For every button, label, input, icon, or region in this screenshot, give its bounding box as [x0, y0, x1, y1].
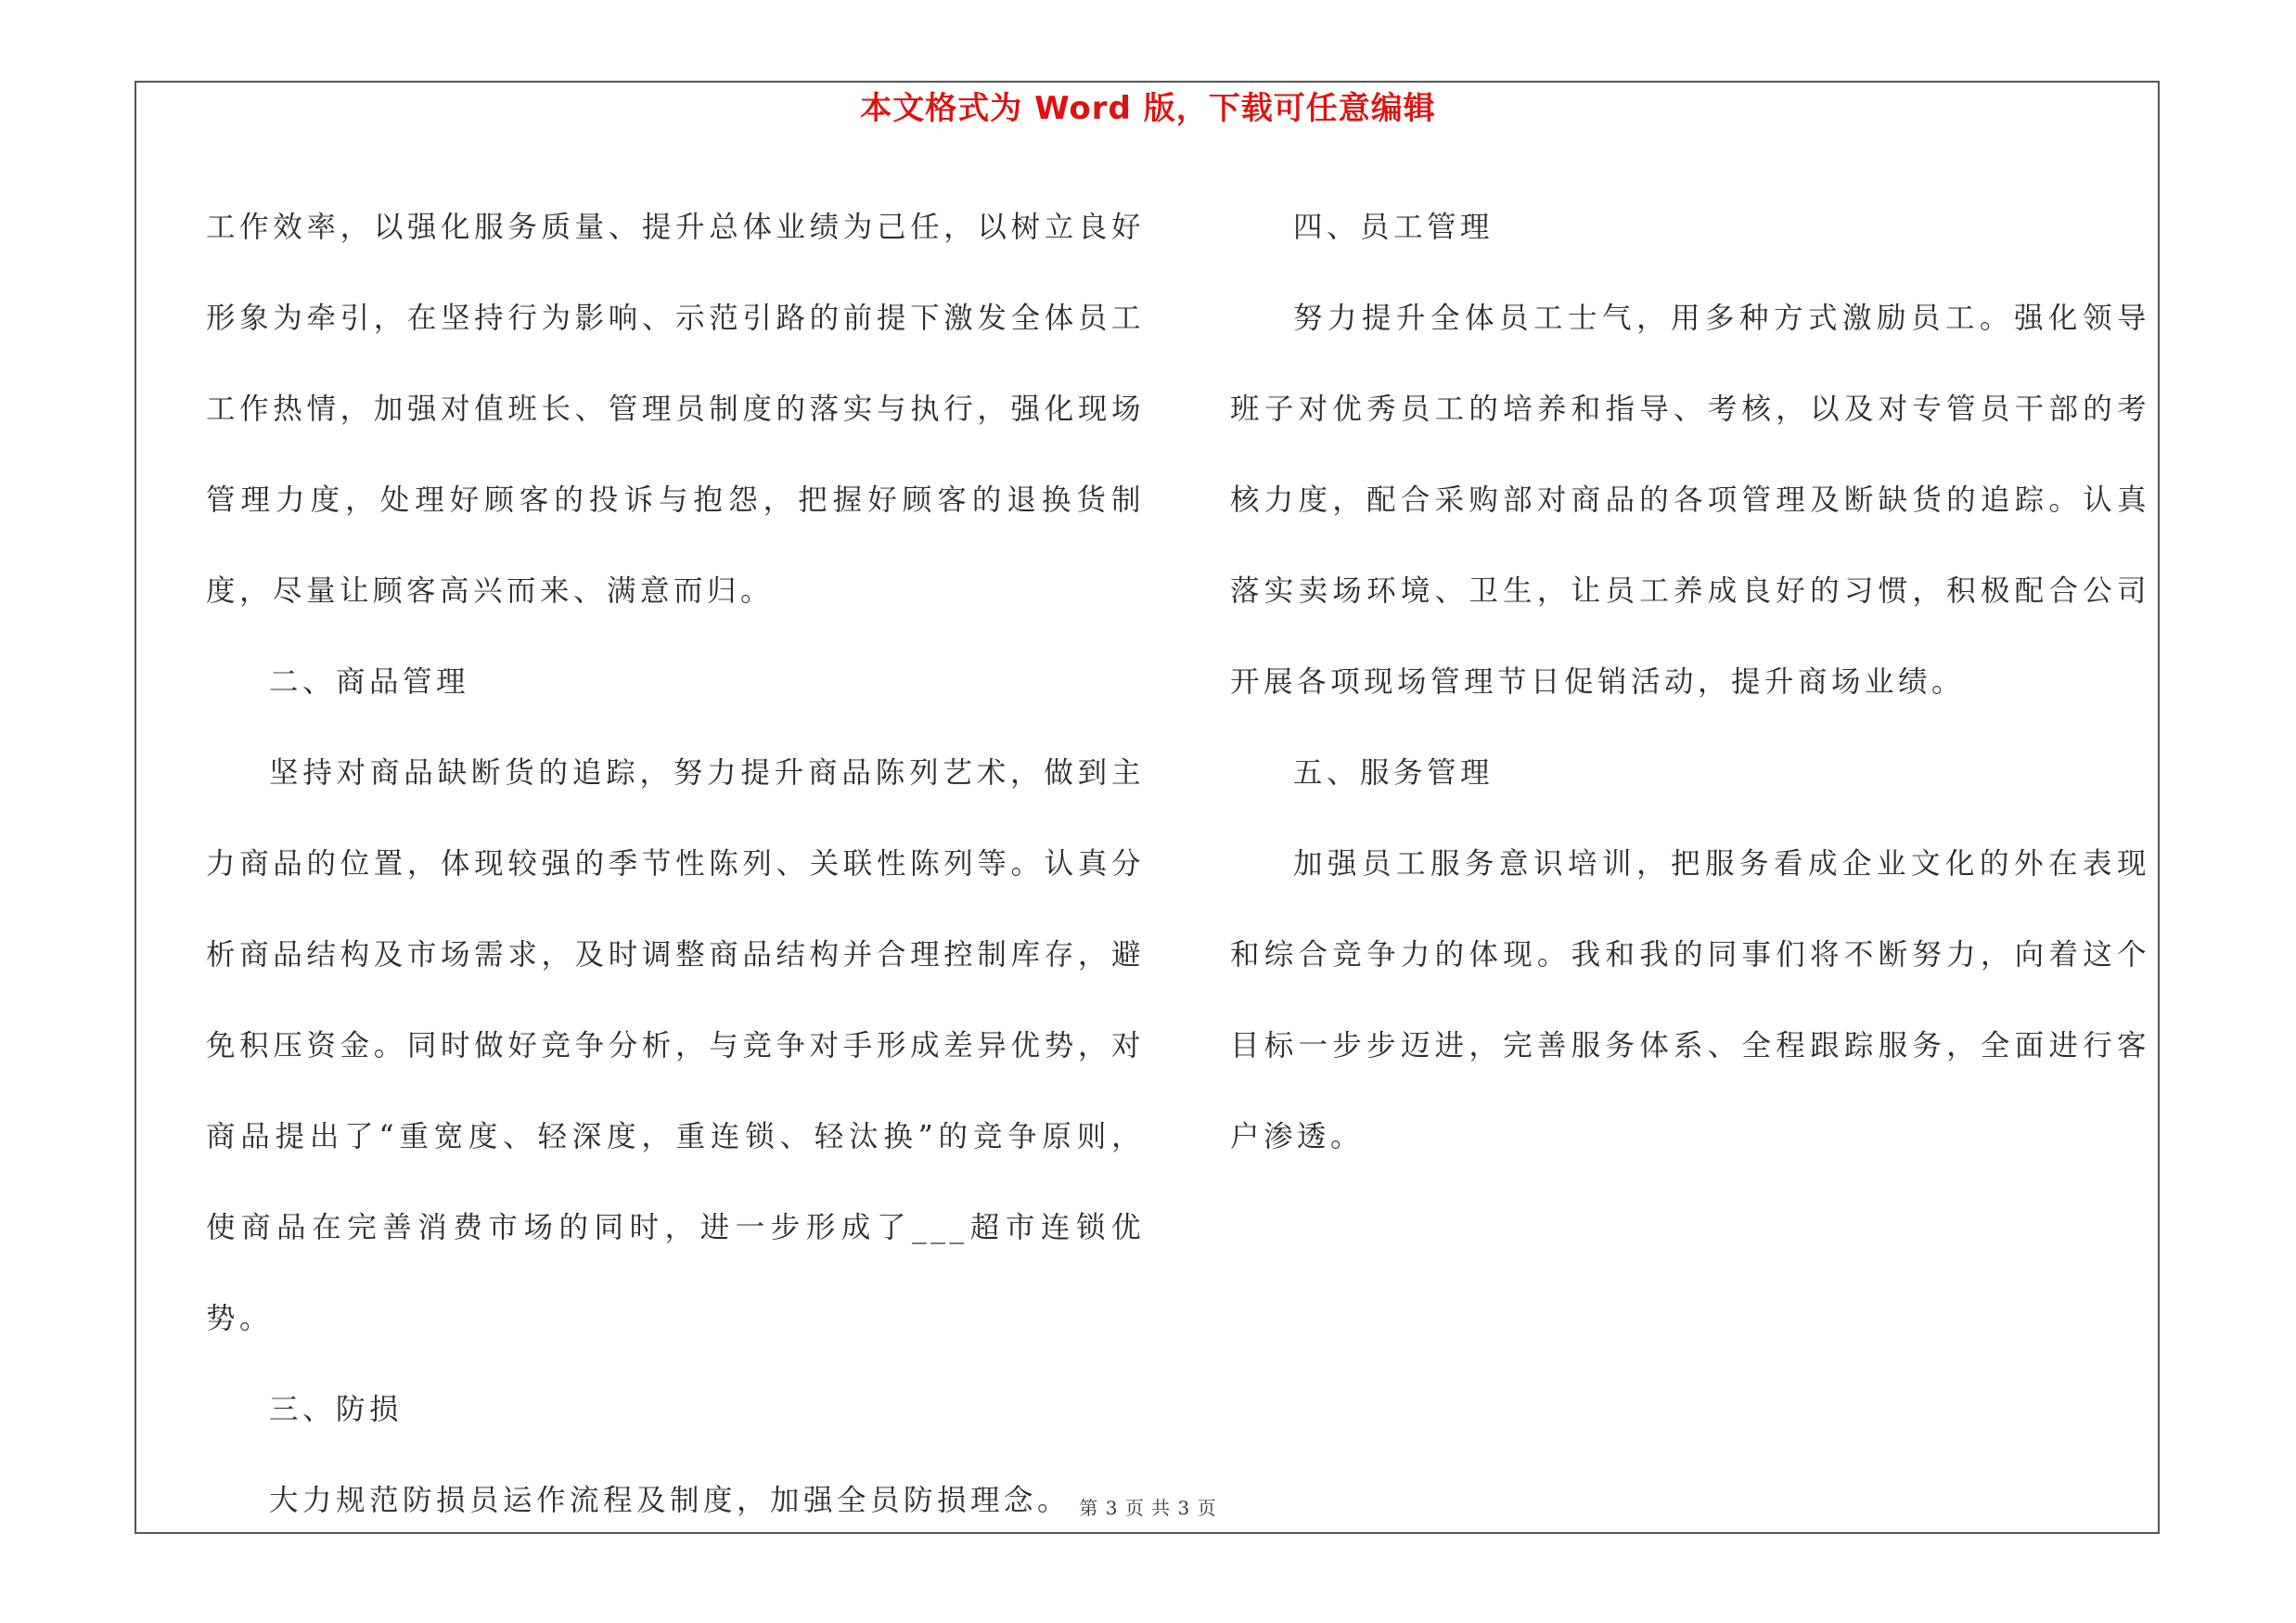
section-heading-loss-prevention: 三、防损 — [269, 1393, 404, 1426]
word-format-banner: 本文格式为 Word 版，下载可任意编辑 — [860, 90, 1436, 127]
paragraph-staff: 努力提升全体员工士气，用多种方式激励员工。强化领导班子对优秀员工的培养和指导、考核，以及对专管员干部的考核力度，配合采购部对商品的各项管理及断缺货的追踪。认真落实卖场环境、卫生，让员工养成良好的习惯，积极配合公司开展各项现场管理节日促销活动，提升商场业绩。 — [1230, 302, 2150, 699]
section-heading-service: 五、服务管理 — [1293, 756, 1494, 790]
section-heading-merchandise: 二、商品管理 — [269, 665, 470, 699]
section-heading-staff: 四、员工管理 — [1293, 211, 1494, 244]
paragraph-loss-prevention: 大力规范防损员运作流程及制度，加强全员防损理念。 — [269, 1484, 1071, 1517]
right-text-column — [1230, 182, 2150, 1182]
page-number-footer: 第 3 页 共 3 页 — [1079, 1497, 1217, 1519]
paragraph-merchandise: 坚持对商品缺断货的追踪，努力提升商品陈列艺术，做到主力商品的位置，体现较强的季节性陈列、关联性陈列等。认真分析商品结构及市场需求，及时调整商品结构并合理控制库存，避免积压资金。同时做好竞争分析，与竞争对手形成差异优势，对商品提出了“重宽度、轻深度，重连锁、轻汰换”的竞争原则，使商品在完善消费市场的同时，进一步形成了___超市连锁优势。 — [206, 756, 1145, 1335]
left-text-column — [206, 182, 1145, 1546]
paragraph-work-efficiency: 工作效率，以强化服务质量、提升总体业绩为己任，以树立良好形象为牵引，在坚持行为影响、示范引路的前提下激发全体员工工作热情，加强对值班长、管理员制度的落实与执行，强化现场管理力度，处理好顾客的投诉与抱怨，把握好顾客的退换货制度，尽量让顾客高兴而来、满意而归。 — [206, 211, 1145, 608]
paragraph-service: 加强员工服务意识培训，把服务看成企业文化的外在表现和综合竞争力的体现。我和我的同事们将不断努力，向着这个目标一步步迈进，完善服务体系、全程跟踪服务，全面进行客户渗透。 — [1230, 847, 2150, 1153]
